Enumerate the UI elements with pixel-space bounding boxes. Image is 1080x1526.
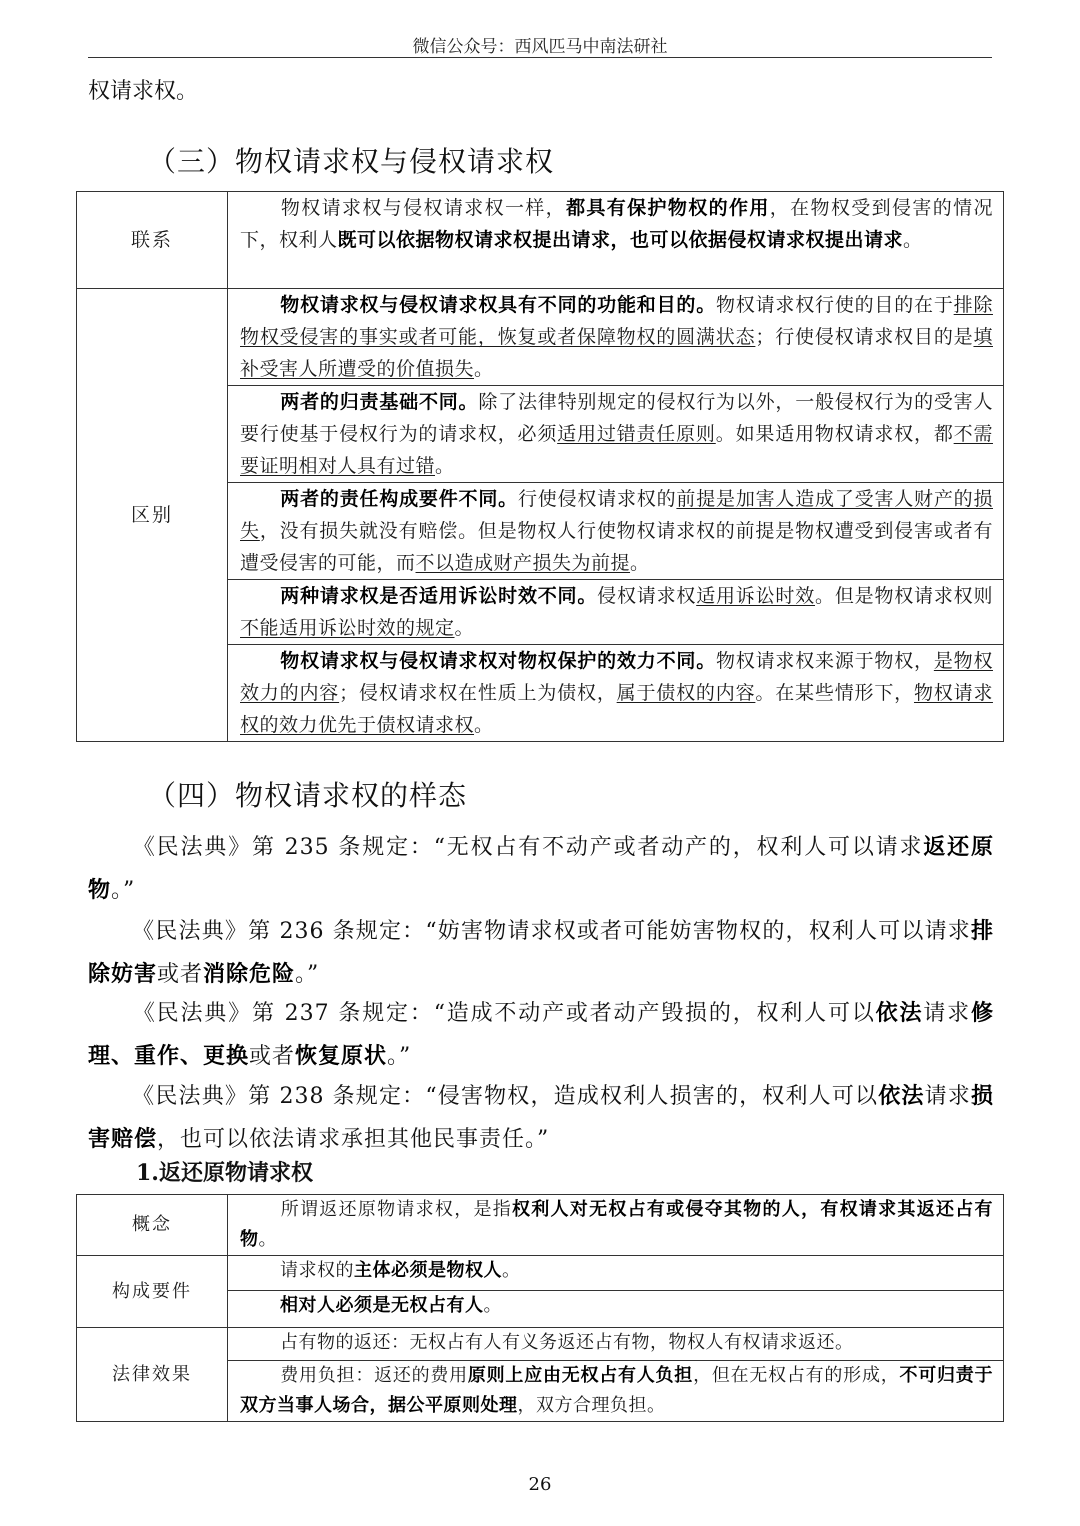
cell-difference-2: 两者的归责基础不同。除了法律特别规定的侵权行为以外，一般侵权行为的受害人要行使基于侵权行为的请求权，必须适用过错责任原则。如果适用物权请求权，都不需要证明相对人具有过错。 <box>228 386 1004 483</box>
intro-continuation: 权请求权。 <box>88 79 199 104</box>
section-heading-3: （三）物权请求权与侵权请求权 <box>148 145 555 178</box>
page-number: 26 <box>528 1474 552 1495</box>
comparison-table <box>76 191 1004 742</box>
table-row <box>77 1195 1004 1256</box>
row-label-connection: 联系 <box>77 192 228 289</box>
cell-difference-3: 两者的责任构成要件不同。行使侵权请求权的前提是加害人造成了受害人财产的损失，没有损失就没有赔偿。但是物权人行使物权请求权的前提是物权遭受到侵害或者有遭受侵害的可能，而不以造成财产损失为前提。 <box>228 483 1004 580</box>
article-238: 《民法典》第 238 条规定：“侵害物权，造成权利人损害的，权利人可以依法请求损害赔偿，也可以依法请求承担其他民事责任。” <box>88 1083 994 1152</box>
table-row <box>77 1256 1004 1291</box>
table-row <box>77 192 1004 289</box>
cell-effect-1: 占有物的返还：无权占有人有义务返还占有物，物权人有权请求返还。 <box>228 1328 1004 1361</box>
article-236: 《民法典》第 236 条规定：“妨害物请求权或者可能妨害物权的，权利人可以请求排除妨害或者消除危险。” <box>88 918 994 987</box>
cell-difference-1: 物权请求权与侵权请求权具有不同的功能和目的。物权请求权行使的目的在于排除物权受侵害的事实或者可能，恢复或者保障物权的圆满状态；行使侵权请求权目的是填补受害人所遭受的价值损失。 <box>228 289 1004 386</box>
row-label-concept: 概念 <box>77 1195 228 1256</box>
table-row <box>77 289 1004 386</box>
cell-effect-2: 费用负担：返还的费用原则上应由无权占有人负担，但在无权占有的形成，不可归责于双方当事人场合，据公平原则处理，双方合理负担。 <box>228 1361 1004 1422</box>
article-235: 《民法典》第 235 条规定：“无权占有不动产或者动产的，权利人可以请求返还原物。” <box>88 834 994 903</box>
cell-concept: 所谓返还原物请求权，是指权利人对无权占有或侵夺其物的人，有权请求其返还占有物。 <box>228 1195 1004 1256</box>
cell-connection: 物权请求权与侵权请求权一样，都具有保护物权的作用，在物权受到侵害的情况下，权利人既可以依据物权请求权提出请求，也可以依据侵权请求权提出请求。 <box>228 192 1004 289</box>
article-237: 《民法典》第 237 条规定：“造成不动产或者动产毁损的，权利人可以依法请求修理、重作、更换或者恢复原状。” <box>88 1000 994 1069</box>
cell-element-2: 相对人必须是无权占有人。 <box>228 1291 1004 1328</box>
row-label-legal-effect: 法律效果 <box>77 1328 228 1422</box>
section-heading-4: （四）物权请求权的样态 <box>148 779 468 812</box>
header-rule <box>88 57 992 58</box>
row-label-elements: 构成要件 <box>77 1256 228 1328</box>
header-title: 微信公众号：西风匹马中南法研社 <box>412 37 668 57</box>
return-claim-table <box>76 1194 1004 1422</box>
cell-difference-4: 两种请求权是否适用诉讼时效不同。侵权请求权适用诉讼时效。但是物权请求权则不能适用诉讼时效的规定。 <box>228 580 1004 645</box>
table-row <box>77 1328 1004 1361</box>
cell-element-1: 请求权的主体必须是物权人。 <box>228 1256 1004 1291</box>
row-label-difference: 区别 <box>77 289 228 742</box>
sub-heading-return-of-property: 1.返还原物请求权 <box>136 1160 313 1186</box>
cell-difference-5: 物权请求权与侵权请求权对物权保护的效力不同。物权请求权来源于物权，是物权效力的内容；侵权请求权在性质上为债权，属于债权的内容。在某些情形下，物权请求权的效力优先于债权请求权。 <box>228 645 1004 742</box>
